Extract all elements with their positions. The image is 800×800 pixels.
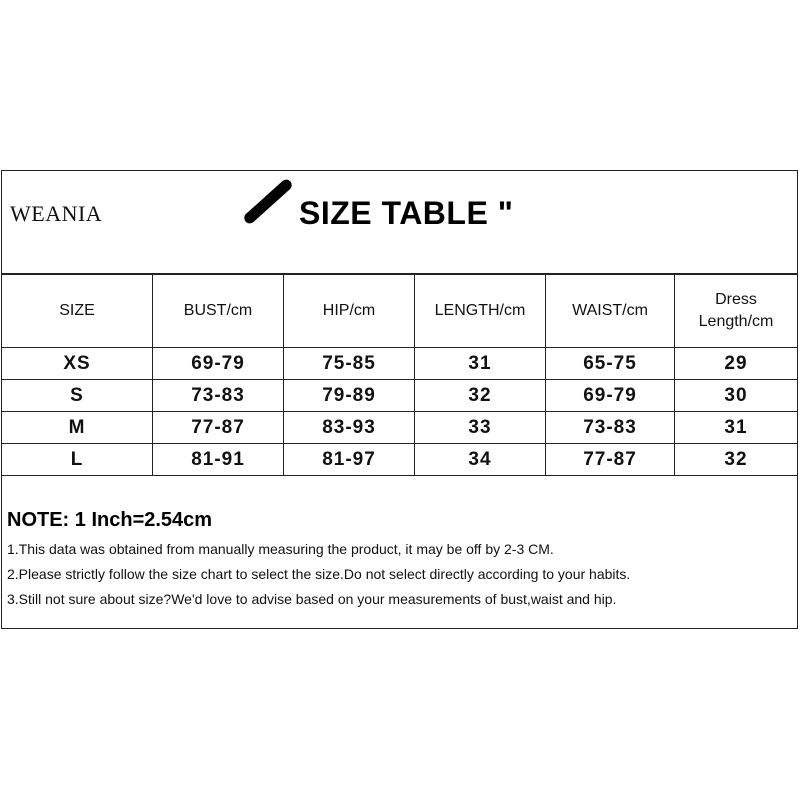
- cell-size: S: [2, 380, 153, 412]
- cell-hip: 83-93: [284, 412, 415, 444]
- cell-bust: 73-83: [153, 380, 284, 412]
- size-chart-frame: [1, 170, 798, 629]
- brand-logo-text: WEANIA: [10, 201, 103, 226]
- table-row: [2, 348, 797, 380]
- column-header-dress-length: [675, 275, 798, 348]
- table-header-row: [2, 275, 797, 348]
- cell-length: 32: [415, 380, 546, 412]
- cell-length: 34: [415, 444, 546, 476]
- cell-bust: 81-91: [153, 444, 284, 476]
- table-row: [2, 380, 797, 412]
- cell-hip: 81-97: [284, 444, 415, 476]
- cell-dress-length: 32: [675, 444, 798, 476]
- note-line-3: 3.Still not sure about size?We'd love to advise based on your measurements of bust,waist and hip.: [7, 591, 617, 607]
- cell-waist: 65-75: [546, 348, 675, 380]
- cell-bust: 77-87: [153, 412, 284, 444]
- table-row: [2, 444, 797, 476]
- column-header-length: LENGTH/cm: [415, 275, 546, 348]
- cell-dress-length: 31: [675, 412, 798, 444]
- cell-dress-length: 30: [675, 380, 798, 412]
- cell-bust: 69-79: [153, 348, 284, 380]
- cell-length: 31: [415, 348, 546, 380]
- column-header-bust: BUST/cm: [153, 275, 284, 348]
- cell-size: M: [2, 412, 153, 444]
- cell-length: 33: [415, 412, 546, 444]
- size-table-title: SIZE TABLE ": [299, 195, 514, 231]
- cell-hip: 75-85: [284, 348, 415, 380]
- size-chart-header: [2, 171, 797, 274]
- cell-hip: 79-89: [284, 380, 415, 412]
- cell-size: L: [2, 444, 153, 476]
- cell-waist: 69-79: [546, 380, 675, 412]
- size-table: [2, 274, 797, 476]
- table-row: [2, 412, 797, 444]
- column-header-hip: HIP/cm: [284, 275, 415, 348]
- cell-waist: 73-83: [546, 412, 675, 444]
- note-line-2: 2.Please strictly follow the size chart to select the size.Do not select directly according to your habits.: [7, 566, 631, 582]
- dress-length-header-text: Dress Length/cm: [698, 291, 774, 330]
- cell-dress-length: 29: [675, 348, 798, 380]
- note-title: NOTE: 1 Inch=2.54cm: [7, 509, 213, 531]
- cell-size: XS: [2, 348, 153, 380]
- cell-waist: 77-87: [546, 444, 675, 476]
- column-header-waist: WAIST/cm: [546, 275, 675, 348]
- note-line-1: 1.This data was obtained from manually measuring the product, it may be off by 2-3 CM.: [7, 541, 554, 557]
- column-header-size: SIZE: [2, 275, 153, 348]
